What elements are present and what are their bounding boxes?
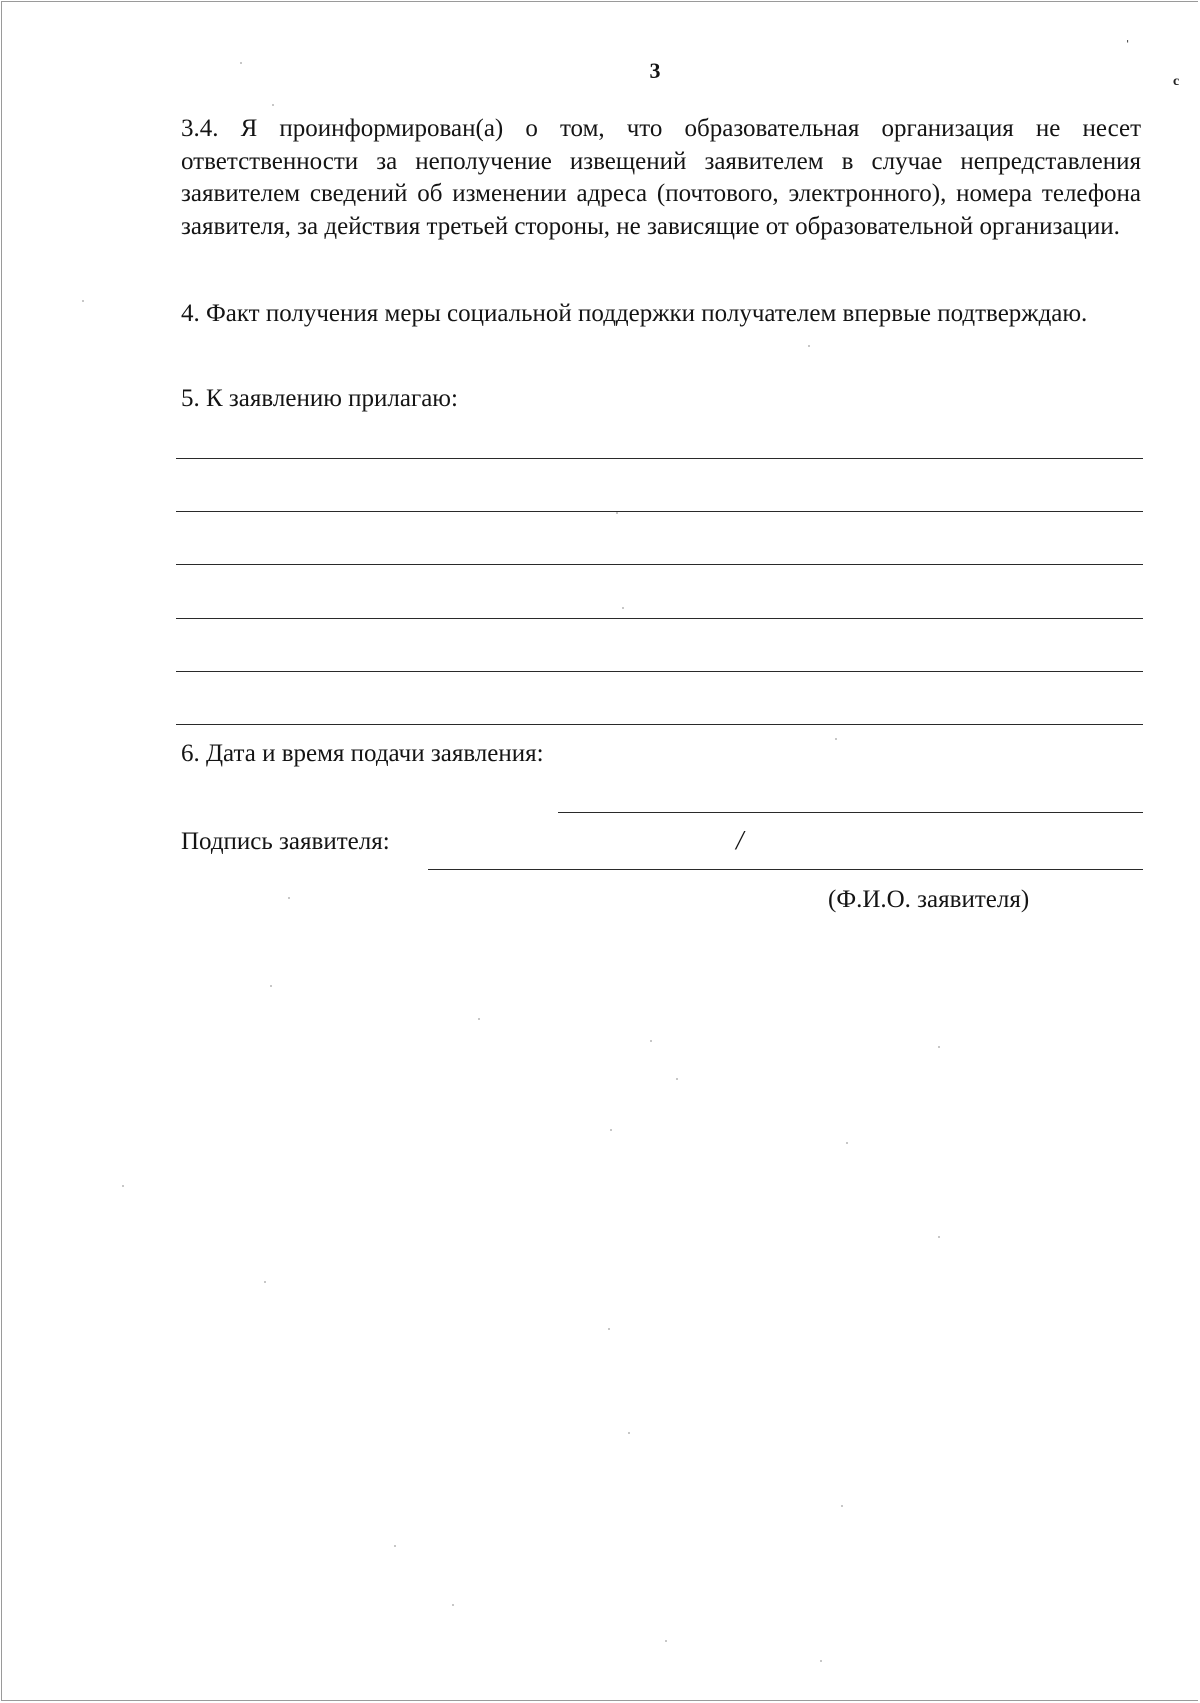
scan-speck	[665, 1640, 667, 1642]
scan-speck	[288, 897, 290, 899]
scan-speck	[122, 1185, 124, 1187]
submission-date-line[interactable]	[558, 812, 1143, 813]
scan-speck	[676, 1078, 678, 1080]
fio-caption: (Ф.И.О. заявителя)	[828, 886, 1030, 913]
section-5-label: 5. К заявлению прилагаю:	[181, 385, 458, 412]
page-number: 3	[649, 58, 661, 83]
signature-separator: /	[736, 825, 744, 855]
scan-speck	[452, 1604, 454, 1606]
scan-speck	[938, 1236, 940, 1238]
scan-speck	[938, 1046, 940, 1048]
attachment-line-3[interactable]	[176, 564, 1143, 565]
scan-speck	[628, 1432, 630, 1434]
scan-speck	[650, 1040, 652, 1042]
scan-speck	[846, 1142, 848, 1144]
scan-speck	[820, 1660, 822, 1662]
scan-speck	[835, 738, 837, 740]
scan-speck	[82, 300, 84, 302]
scan-mark: ˌ	[1125, 26, 1131, 43]
attachment-line-5[interactable]	[176, 671, 1143, 672]
scan-mark: c	[1173, 74, 1180, 89]
attachment-line-4[interactable]	[176, 618, 1143, 619]
scan-speck	[272, 104, 274, 106]
scan-speck	[610, 1129, 612, 1131]
scan-speck	[808, 345, 810, 347]
section-3-4-text: 3.4. Я проинформирован(а) о том, что образовательная организация не несет ответственности за неполучение извещений заявителем в случае непредставления заявителем сведений об изменении адреса (почтового, электронного), номера телефона заявителя, за действия третьей стороны, не зависящие от образовательной организации.	[181, 115, 1141, 240]
attachment-line-2[interactable]	[176, 511, 1143, 512]
scan-speck	[270, 985, 272, 987]
scan-speck	[616, 512, 618, 514]
scan-speck	[394, 1545, 396, 1547]
scan-speck	[841, 1505, 843, 1507]
scan-speck	[478, 1018, 480, 1020]
scan-speck	[240, 62, 242, 64]
attachment-line-1[interactable]	[176, 458, 1143, 459]
attachment-line-6[interactable]	[176, 724, 1143, 725]
section-6-label: 6. Дата и время подачи заявления:	[181, 740, 544, 767]
signature-label: Подпись заявителя:	[181, 828, 390, 855]
scan-speck	[622, 607, 624, 609]
section-4-text: 4. Факт получения меры социальной поддержки получателем впервые подтверждаю.	[181, 300, 1088, 327]
scan-speck	[264, 1281, 266, 1283]
scan-speck	[608, 1328, 610, 1330]
signature-line[interactable]	[428, 869, 1143, 870]
